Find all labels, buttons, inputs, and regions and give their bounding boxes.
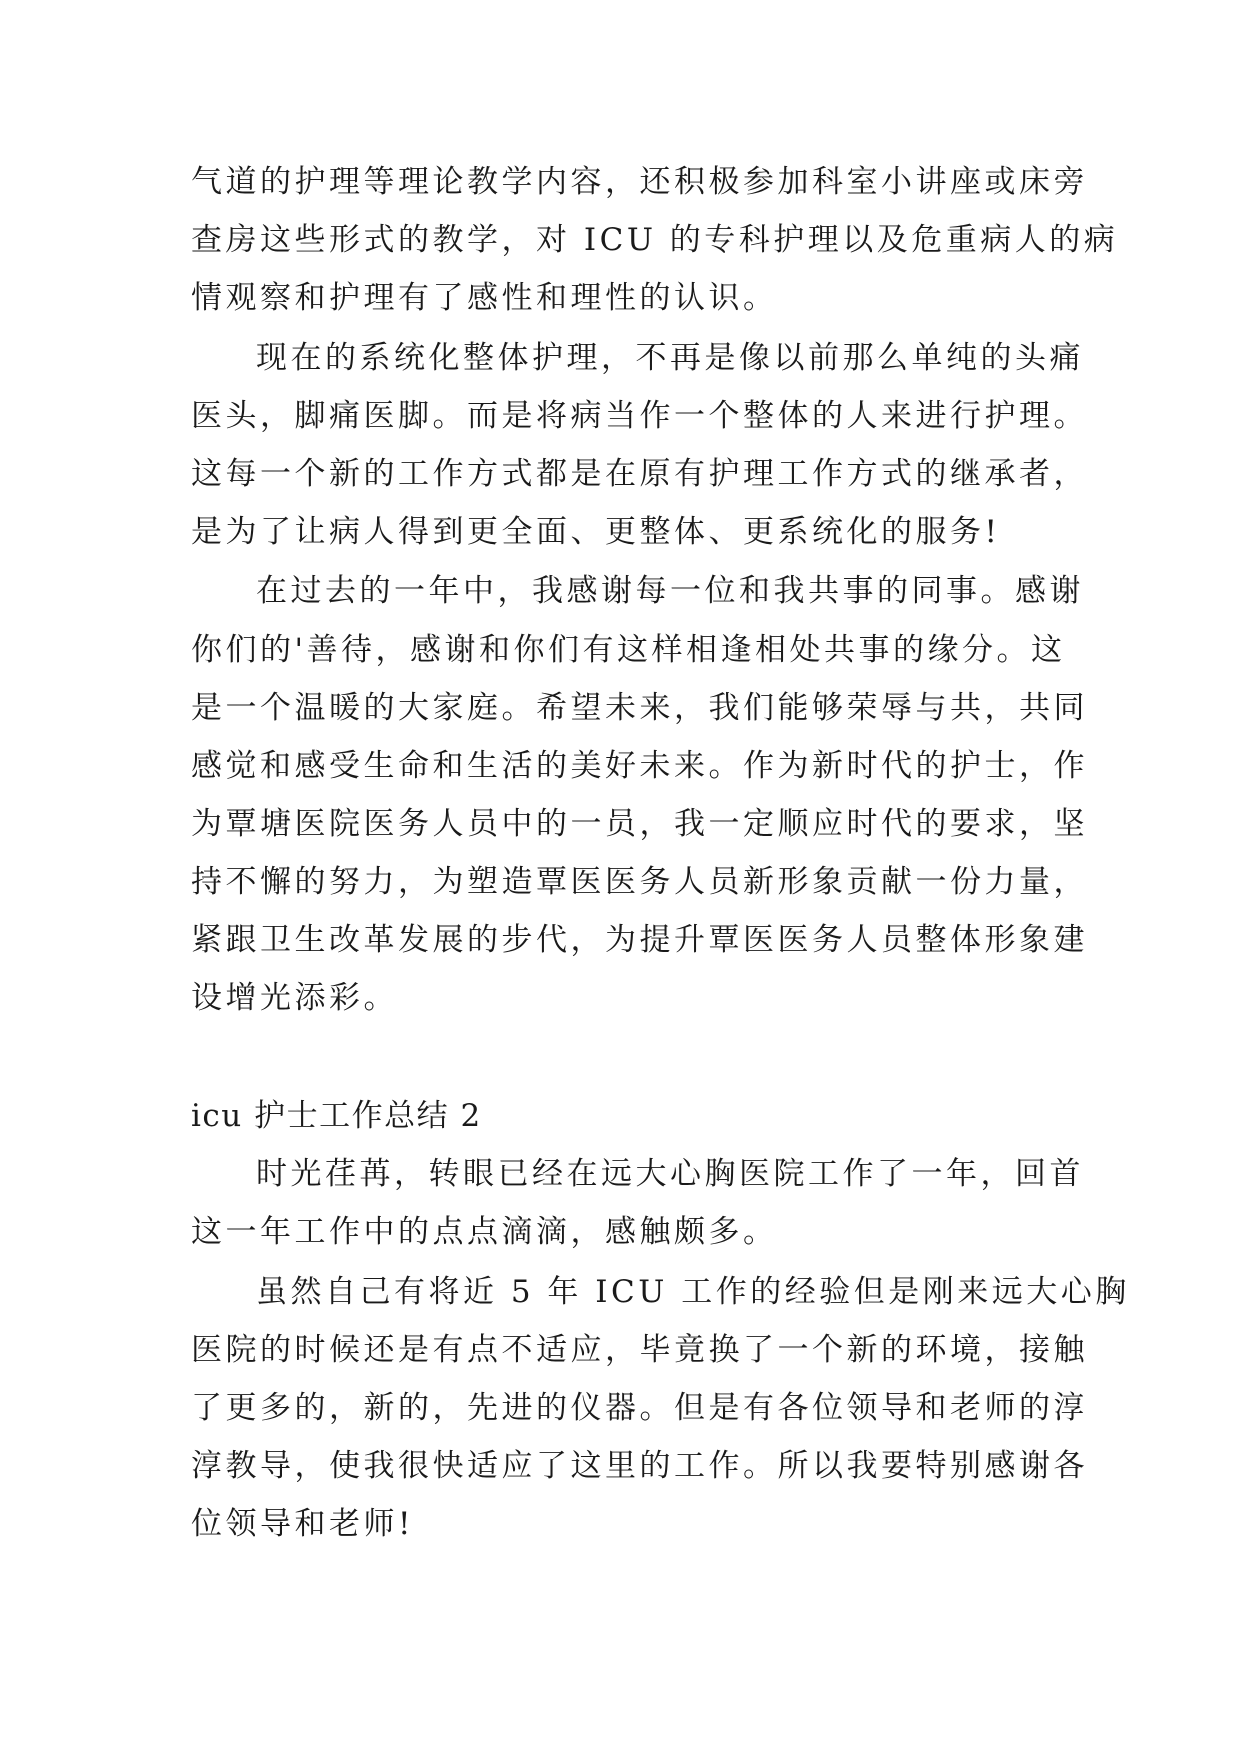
paragraph-line: 淳教导，使我很快适应了这里的工作。所以我要特别感谢各 (191, 1448, 1088, 1484)
paragraph-line: 情观察和护理有了感性和理性的认识。 (191, 280, 778, 316)
paragraph-line: 气道的护理等理论教学内容，还积极参加科室小讲座或床旁 (191, 164, 1088, 200)
paragraph-line: 感觉和感受生命和生活的美好未来。作为新时代的护士，作 (191, 748, 1088, 784)
paragraph-line: 持不懈的努力，为塑造覃医医务人员新形象贡献一份力量， (191, 864, 1088, 900)
paragraph-line: 你们的'善待，感谢和你们有这样相逢相处共事的缘分。这 (191, 632, 1066, 668)
paragraph-line: 在过去的一年中，我感谢每一位和我共事的同事。感谢 (256, 573, 1084, 609)
paragraph-line: 是为了让病人得到更全面、更整体、更系统化的服务! (191, 514, 1001, 550)
paragraph-line: 现在的系统化整体护理，不再是像以前那么单纯的头痛 (256, 340, 1084, 376)
paragraph-line: 查房这些形式的教学，对 ICU 的专科护理以及危重病人的病 (191, 222, 1119, 258)
paragraph-line: 位领导和老师! (191, 1506, 414, 1542)
paragraph-line: 医头，脚痛医脚。而是将病当作一个整体的人来进行护理。 (191, 398, 1088, 434)
paragraph-line: 为覃塘医院医务人员中的一员，我一定顺应时代的要求，坚 (191, 806, 1088, 842)
paragraph-line: 时光荏苒，转眼已经在远大心胸医院工作了一年，回首 (256, 1156, 1084, 1192)
paragraph-line: 紧跟卫生改革发展的步代，为提升覃医医务人员整体形象建 (191, 922, 1088, 958)
section-title: icu 护士工作总结 2 (191, 1098, 482, 1134)
paragraph-line: 这一年工作中的点点滴滴，感触颇多。 (191, 1214, 778, 1250)
paragraph-line: 医院的时候还是有点不适应，毕竟换了一个新的环境，接触 (191, 1332, 1088, 1368)
paragraph-line: 设增光添彩。 (191, 980, 398, 1016)
paragraph-line: 是一个温暖的大家庭。希望未来，我们能够荣辱与共，共同 (191, 690, 1088, 726)
paragraph-line: 了更多的，新的，先进的仪器。但是有各位领导和老师的淳 (191, 1390, 1088, 1426)
paragraph-line: 这每一个新的工作方式都是在原有护理工作方式的继承者， (191, 456, 1088, 492)
paragraph-line: 虽然自己有将近 5 年 ICU 工作的经验但是刚来远大心胸 (256, 1274, 1130, 1310)
